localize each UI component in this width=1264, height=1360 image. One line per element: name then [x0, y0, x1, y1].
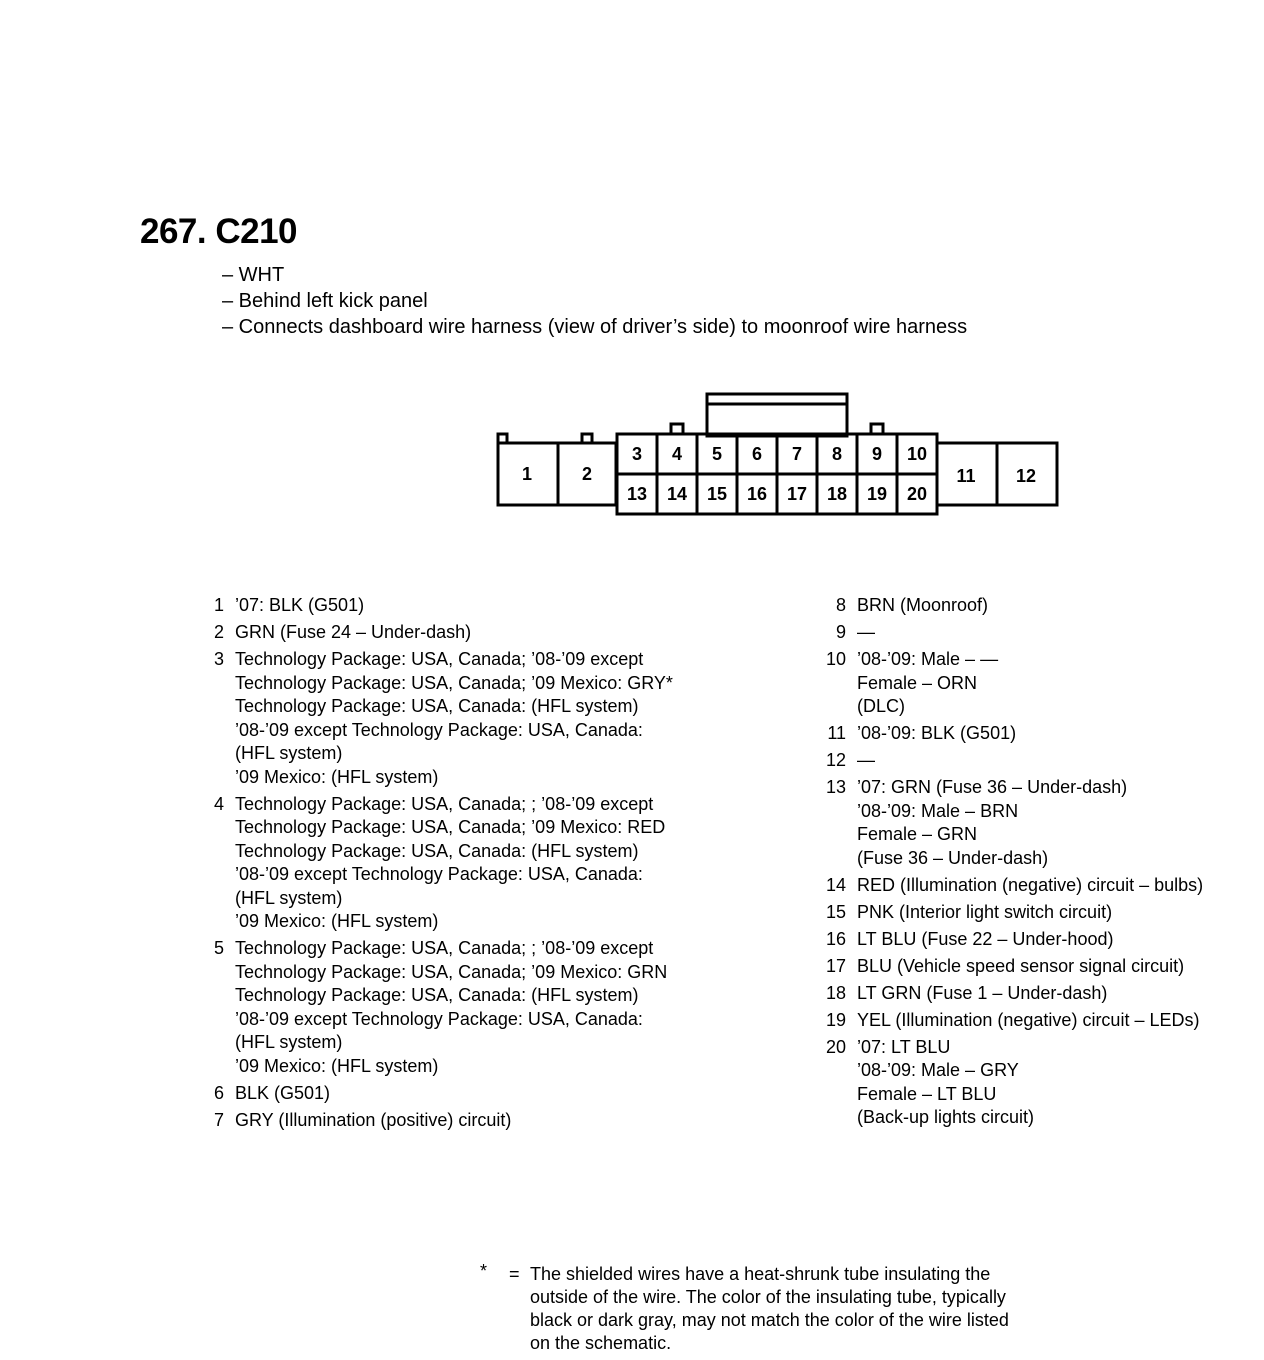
pin-number: 9 — [835, 622, 846, 642]
pin-entry-13 — [818, 776, 1203, 870]
pin-number: 4 — [213, 793, 224, 814]
pin-description-line: Technology Package: USA, Canada; ’09 Mexico: RED — [235, 817, 666, 837]
pin-description-line: Technology Package: USA, Canada; ; ’08-’09 except — [235, 938, 654, 958]
pin-description-line: Female – GRN — [857, 824, 978, 844]
cavity-number: 8 — [831, 444, 843, 464]
pin-number: 16 — [825, 928, 846, 949]
pin-number: 18 — [825, 982, 846, 1003]
pin-description-line: ’07: LT BLU — [857, 1036, 951, 1057]
pin-entry-15 — [818, 901, 1203, 925]
pin-description — [857, 621, 875, 645]
pin-description — [235, 1082, 330, 1106]
pin-number: 1 — [213, 595, 224, 615]
pin-number: 19 — [825, 1009, 846, 1030]
pin-entry-19 — [818, 1009, 1203, 1033]
cavity-number: 5 — [711, 444, 723, 464]
pin-description-line: Technology Package: USA, Canada; ’08-’09 except — [235, 649, 644, 669]
pin-description-line: LT BLU (Fuse 22 – Under-hood) — [857, 928, 1114, 949]
pin-number: 13 — [825, 777, 846, 797]
pin-entry-2 — [196, 621, 673, 645]
cavity-number: 20 — [906, 484, 928, 504]
pin-description — [857, 776, 1127, 870]
pin-number: 15 — [825, 901, 846, 922]
pin-description-line: Female – LT BLU — [857, 1083, 997, 1104]
pin-description — [857, 901, 1112, 925]
pin-description-line: RED (Illumination (negative) circuit – bulbs) — [857, 874, 1204, 895]
pin-description-line: Technology Package: USA, Canada: (HFL system) — [235, 985, 639, 1005]
cavity-number: 16 — [746, 484, 768, 504]
cavity-number: 12 — [1015, 466, 1037, 486]
cavity-number: 17 — [786, 484, 808, 504]
pin-description-line: ’09 Mexico: (HFL system) — [235, 1055, 439, 1076]
pin-number: 5 — [213, 938, 224, 958]
pin-description — [857, 928, 1113, 952]
pin-description-line: (HFL system) — [235, 887, 343, 908]
pin-entry-5 — [196, 937, 673, 1078]
pin-description — [857, 594, 988, 618]
pin-entry-8 — [818, 594, 1203, 618]
pin-description-line: ’08-’09: Male – GRY — [857, 1060, 1019, 1080]
pin-number: 2 — [213, 622, 224, 642]
pin-description-line: Technology Package: USA, Canada; ’09 Mexico: GRN — [235, 961, 668, 982]
footnote-symbol: * — [480, 1261, 488, 1281]
cavity-number: 4 — [671, 444, 683, 464]
pin-description-line: Technology Package: USA, Canada; ; ’08-’09 except — [235, 793, 654, 814]
pin-entry-18 — [818, 982, 1203, 1006]
pin-description — [857, 1036, 1034, 1130]
pin-entry-11 — [818, 722, 1203, 746]
cavity-number: 10 — [906, 444, 928, 464]
pin-description-line: LT GRN (Fuse 1 – Under-dash) — [857, 982, 1108, 1003]
cavity-number: 11 — [956, 466, 976, 486]
pin-number: 10 — [825, 649, 846, 669]
pin-number: 3 — [213, 649, 224, 669]
pin-description-line: GRY (Illumination (positive) circuit) — [235, 1109, 512, 1130]
pin-description-line: (Fuse 36 – Under-dash) — [857, 847, 1049, 868]
footnote-equals: = — [509, 1264, 520, 1284]
footnote-line: outside of the wire. The color of the insulating tube, typically — [530, 1287, 1006, 1307]
pin-description-line: BRN (Moonroof) — [857, 595, 989, 615]
pin-description-line: Technology Package: USA, Canada: (HFL system) — [235, 840, 639, 861]
cavity-number: 14 — [666, 484, 688, 504]
footnote-line: The shielded wires have a heat-shrunk tube insulating the — [530, 1264, 991, 1284]
pin-description-line: (DLC) — [857, 696, 905, 716]
connector-face-diagram — [0, 0, 1264, 560]
pin-description-line: (HFL system) — [235, 1032, 343, 1052]
pin-number: 12 — [825, 750, 846, 770]
pin-list-left — [196, 594, 673, 1136]
pin-entry-20 — [818, 1036, 1203, 1130]
connector-lock-latch — [707, 394, 847, 436]
pin-description — [235, 937, 667, 1078]
cavity-number: 15 — [706, 484, 728, 504]
pin-description — [235, 793, 665, 934]
connector-location: – Behind left kick panel — [222, 290, 428, 312]
pin-entry-3 — [196, 648, 673, 789]
pin-description — [857, 955, 1184, 979]
connector-connects: – Connects dashboard wire harness (view of driver’s side) to moonroof wire harness — [222, 316, 968, 338]
pin-list-right — [818, 594, 1203, 1133]
pin-entry-12 — [818, 749, 1203, 773]
cavity-number: 1 — [521, 464, 533, 484]
pin-description-line: Female – ORN — [857, 672, 978, 693]
pin-description-line: ’08-’09: BLK (G501) — [857, 723, 1017, 743]
footnote-line: black or dark gray, may not match the color of the wire listed — [530, 1310, 1009, 1330]
pin-entry-17 — [818, 955, 1203, 979]
pin-description-line: ’08-’09: Male – — — [857, 649, 999, 669]
footnote-line: on the schematic. — [530, 1333, 672, 1353]
pin-description — [857, 982, 1107, 1006]
pin-entry-1 — [196, 594, 673, 618]
pin-description — [235, 621, 471, 645]
pin-description-line: ’07: BLK (G501) — [235, 595, 365, 615]
pin-description — [857, 749, 875, 773]
cavity-number: 3 — [631, 444, 643, 464]
pin-entry-4 — [196, 793, 673, 934]
pin-description-line: — — [857, 750, 875, 770]
pin-description — [857, 722, 1016, 746]
cavity-number: 18 — [826, 484, 848, 504]
pin-number: 11 — [827, 723, 846, 743]
pin-description-line: (HFL system) — [235, 743, 343, 763]
pin-description-line: BLU (Vehicle speed sensor signal circuit) — [857, 955, 1185, 976]
pin-number: 14 — [825, 874, 846, 895]
pin-description — [235, 594, 364, 618]
pin-description — [857, 874, 1203, 898]
pin-description-line: ’07: GRN (Fuse 36 – Under-dash) — [857, 777, 1128, 797]
pin-description — [857, 648, 998, 719]
cavity-number: 6 — [751, 444, 763, 464]
pin-entry-16 — [818, 928, 1203, 952]
pin-description-line: BLK (G501) — [235, 1082, 331, 1103]
footnote-text — [530, 1263, 1090, 1355]
cavity-number: 19 — [866, 484, 888, 504]
pin-entry-9 — [818, 621, 1203, 645]
pin-description — [235, 648, 673, 789]
pin-number: 17 — [825, 955, 846, 976]
pin-entry-6 — [196, 1082, 673, 1106]
pin-description-line: ’08-’09: Male – BRN — [857, 800, 1019, 821]
pin-description-line: ’08-’09 except Technology Package: USA, Canada: — [235, 719, 643, 740]
pin-description-line: — — [857, 622, 875, 642]
pin-description-line: (Back-up lights circuit) — [857, 1107, 1035, 1127]
pin-number: 8 — [835, 595, 846, 615]
pin-entry-14 — [818, 874, 1203, 898]
pin-description-line: ’08-’09 except Technology Package: USA, Canada: — [235, 1008, 643, 1029]
pin-number: 6 — [213, 1082, 224, 1103]
pin-description-line: GRN (Fuse 24 – Under-dash) — [235, 622, 472, 642]
connector-title: 267. C210 — [140, 212, 298, 251]
pin-description-line: YEL (Illumination (negative) circuit – LEDs) — [857, 1009, 1200, 1030]
pin-description-line: Technology Package: USA, Canada; ’09 Mexico: GRY* — [235, 672, 673, 693]
pin-number: 7 — [213, 1109, 224, 1130]
pin-description-line: ’08-’09 except Technology Package: USA, Canada: — [235, 864, 643, 884]
pin-description-line: ’09 Mexico: (HFL system) — [235, 766, 439, 787]
connector-color: – WHT — [222, 264, 285, 286]
cavity-number: 13 — [626, 484, 648, 504]
pin-description — [857, 1009, 1199, 1033]
pin-entry-10 — [818, 648, 1203, 719]
cavity-number: 9 — [871, 444, 883, 464]
pin-description-line: Technology Package: USA, Canada: (HFL system) — [235, 696, 639, 716]
pin-entry-7 — [196, 1109, 673, 1133]
cavity-number: 7 — [791, 444, 803, 464]
cavity-number: 2 — [581, 464, 593, 484]
pin-number: 20 — [825, 1036, 846, 1057]
pin-description-line: ’09 Mexico: (HFL system) — [235, 911, 439, 931]
pin-description — [235, 1109, 511, 1133]
pin-description-line: PNK (Interior light switch circuit) — [857, 901, 1113, 922]
